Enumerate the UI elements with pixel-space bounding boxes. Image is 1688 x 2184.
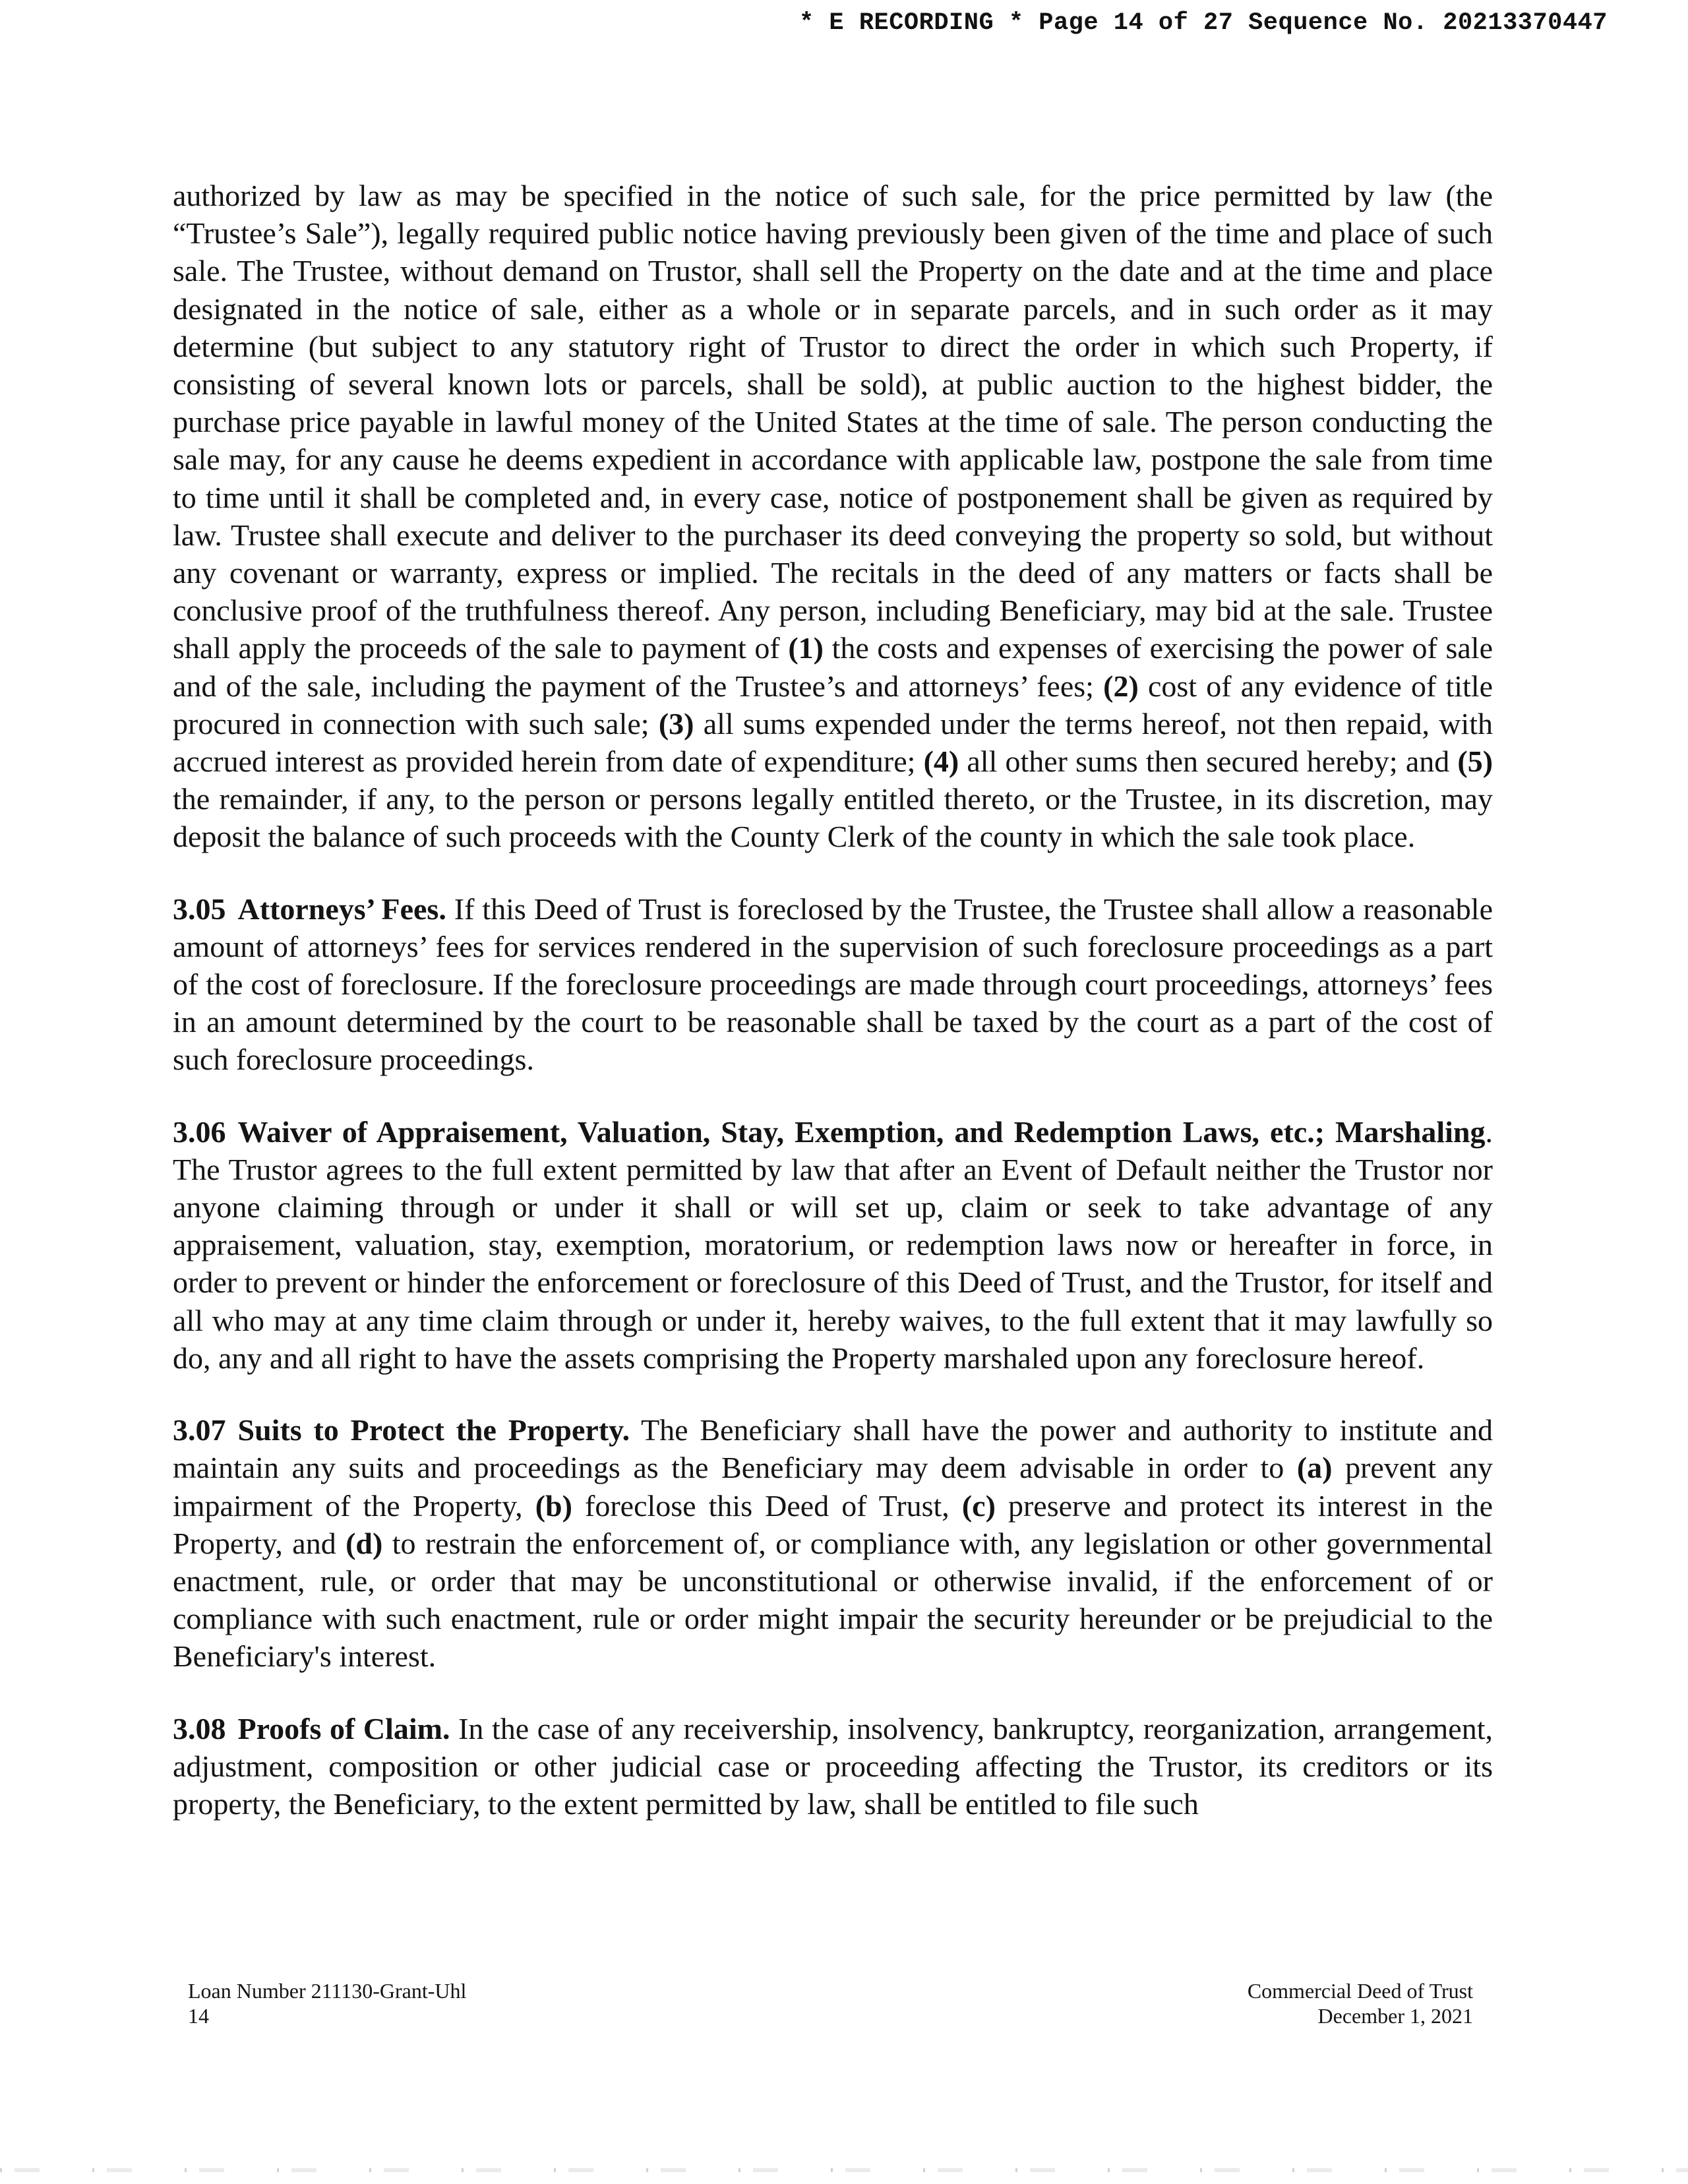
sale-proceeds-paragraph bbox=[173, 177, 1493, 856]
list-marker: (5) bbox=[1457, 744, 1493, 779]
document-body bbox=[173, 177, 1493, 1857]
section-3-06 bbox=[173, 1113, 1493, 1377]
section-heading: Waiver of Appraisement, Valuation, Stay, Exemption, and Redemption Laws, etc.; Marshaling bbox=[237, 1114, 1486, 1149]
section-body: If this Deed of Trust is foreclosed by the Trustee, the Trustee shall allow a reasonable amount of attorneys’ fees for services rendered in the supervision of such foreclosure proceedings as a part of the cost of foreclosure. If the foreclosure proceedings are made through court proceedings, attorneys’ fees in an amount determined by the court to be reasonable shall be taxed by the court as a part of the cost of such foreclosure proceedings. bbox=[173, 892, 1493, 1077]
list-marker: (2) bbox=[1103, 669, 1139, 703]
paragraph-text: cost of any evidence of title procured in connection with such sale; bbox=[173, 669, 1493, 741]
section-body: In the case of any receivership, insolvency, bankruptcy, reorganization, arrangement, adjustment, composition or other judicial case or proceeding affecting the Trustor, its creditors or its property, the Beneficiary, to the extent permitted by law, shall be entitled to file such bbox=[173, 1711, 1493, 1821]
section-3-07 bbox=[173, 1411, 1493, 1675]
loan-number: Loan Number 211130-Grant-Uhl bbox=[188, 1979, 467, 2003]
section-heading: Attorneys’ Fees. bbox=[237, 892, 446, 926]
section-body: . The Trustor agrees to the full extent permitted by law that after an Event of Default neither the Trustor nor anyone claiming through or under it shall or will set up, claim or seek to take advantage of any appraisement, valuation, stay, exemption, moratorium, or redemption laws now or hereafter in force, in order to prevent or hinder the enforcement or foreclosure of this Deed of Trust, and the Trustor, for itself and all who may at any time claim through or under it, hereby waives, to the full extent that it may lawfully so do, any and all right to have the assets comprising the Property marshaled upon any foreclosure hereof. bbox=[173, 1114, 1493, 1375]
list-marker: (d) bbox=[346, 1526, 383, 1560]
list-marker: (a) bbox=[1296, 1451, 1333, 1485]
section-body: foreclose this Deed of Trust, bbox=[585, 1488, 950, 1523]
section-number: 3.07 bbox=[173, 1413, 226, 1447]
document-title: Commercial Deed of Trust bbox=[1247, 1979, 1473, 2003]
list-marker: (3) bbox=[658, 706, 694, 741]
footer-right bbox=[1248, 1978, 1473, 2028]
section-number: 3.06 bbox=[173, 1114, 226, 1149]
footer-left bbox=[188, 1978, 466, 2028]
paragraph-text: all other sums then secured hereby; and bbox=[967, 744, 1450, 779]
document-date: December 1, 2021 bbox=[1317, 2004, 1473, 2028]
paragraph-text: authorized by law as may be specified in the notice of such sale, for the price permitted by law (the “Trustee’s Sale”), legally required public notice having previously been given of the time and place of such sale. The Trustee, without demand on Trustor, shall sell the Property on the date and at the time and place designated in the notice of sale, either as a whole or in separate parcels, and in such order as it may determine (but subject to any statutory right of Trustor to direct the order in which such Property, if consisting of several known lots or parcels, shall be sold), at public auction to the highest bidder, the purchase price payable in lawful money of the United States at the time of sale. The person conducting the sale may, for any cause he deems expedient in accordance with applicable law, postpone the sale from time to time until it shall be completed and, in every case, notice of postponement shall be given as required by law. Trustee shall execute and deliver to the purchaser its deed conveying the property so sold, but without any covenant or warranty, express or implied. The recitals in the deed of any matters or facts shall be conclusive proof of the truthfulness thereof. Any person, including Beneficiary, may bid at the sale. Trustee shall apply the proceeds of the sale to payment of bbox=[173, 179, 1493, 665]
recording-stamp: * E RECORDING * Page 14 of 27 Sequence No. 20213370447 bbox=[799, 9, 1608, 37]
list-marker: (4) bbox=[923, 744, 959, 779]
section-heading: Proofs of Claim. bbox=[237, 1711, 450, 1745]
section-body: preserve and protect its interest in the Property, and bbox=[173, 1488, 1493, 1560]
page-number: 14 bbox=[188, 2004, 209, 2028]
section-body: to restrain the enforcement of, or compliance with, any legislation or other governmental enactment, rule, or order that may be unconstitutional or otherwise invalid, if the enforcement of or compliance with such enactment, rule or order might impair the security hereunder or be prejudicial to the Beneficiary's interest. bbox=[173, 1526, 1493, 1674]
section-3-08 bbox=[173, 1710, 1493, 1823]
list-marker: (1) bbox=[788, 631, 824, 665]
section-heading: Suits to Protect the Property. bbox=[237, 1413, 630, 1447]
section-number: 3.08 bbox=[173, 1711, 226, 1745]
paragraph-text: the costs and expenses of exercising the power of sale and of the sale, including the payment of the Trustee’s and attorneys’ fees; bbox=[173, 631, 1493, 703]
scan-artifact-edge bbox=[0, 2168, 1688, 2172]
section-body: The Beneficiary shall have the power and authority to institute and maintain any suits and proceedings as the Beneficiary may deem advisable in order to bbox=[173, 1413, 1493, 1485]
paragraph-text: the remainder, if any, to the person or persons legally entitled thereto, or the Trustee, in its discretion, may deposit the balance of such proceeds with the County Clerk of the county in which the sale took place. bbox=[173, 782, 1493, 854]
section-body: prevent any impairment of the Property, bbox=[173, 1451, 1493, 1523]
paragraph-text: all sums expended under the terms hereof, not then repaid, with accrued interest as provided herein from date of expenditure; bbox=[173, 706, 1493, 779]
list-marker: (b) bbox=[535, 1488, 572, 1523]
list-marker: (c) bbox=[961, 1488, 996, 1523]
section-3-05 bbox=[173, 890, 1493, 1079]
section-number: 3.05 bbox=[173, 892, 226, 926]
